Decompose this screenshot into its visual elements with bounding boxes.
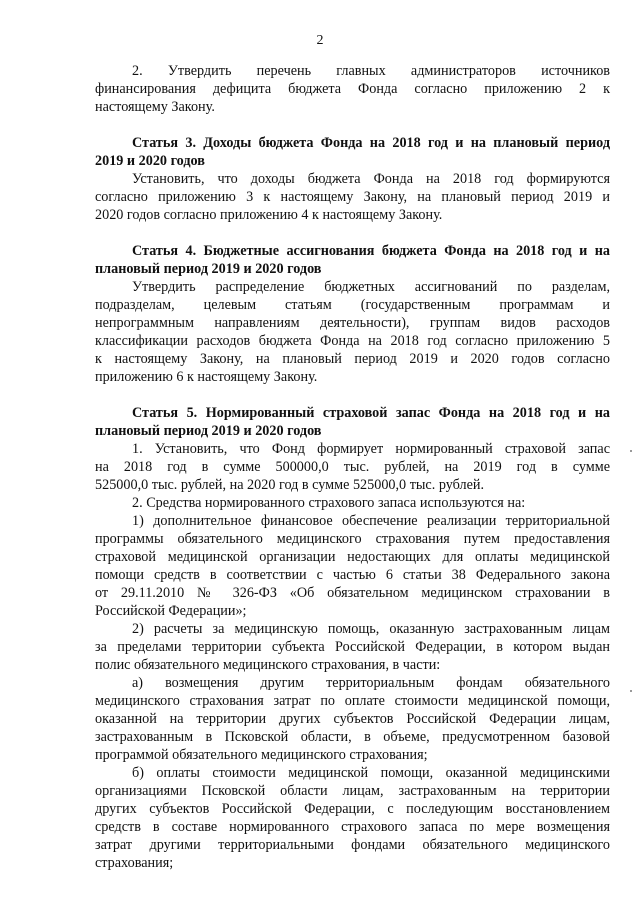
paragraph-line: 1. Установить, что Фонд формирует нормированный страховой запас bbox=[132, 441, 610, 457]
paragraph-line: программы обязательного медицинского страхования путем предоставления bbox=[95, 531, 610, 547]
paragraph-line: 525000,0 тыс. рублей, на 2020 год в сумме 525000,0 тыс. рублей. bbox=[95, 477, 485, 493]
paragraph-line: приложению 6 к настоящему Закону. bbox=[95, 369, 318, 385]
article-heading-line: Статья 3. Доходы бюджета Фонда на 2018 год и на плановый период bbox=[132, 135, 610, 151]
paragraph-line: 2020 годов согласно приложению 4 к настоящему Закону. bbox=[95, 207, 443, 223]
scan-edge-mark bbox=[630, 690, 632, 692]
page-number: 2 bbox=[316, 33, 324, 48]
paragraph-line: согласно приложению 3 к настоящему Закону, на плановый период 2019 и bbox=[95, 189, 610, 205]
paragraph-line: 2. Утвердить перечень главных администраторов источников bbox=[132, 63, 610, 79]
article-heading-line: 2019 и 2020 годов bbox=[95, 153, 205, 169]
paragraph-line: застрахованным в Псковской области, в объеме, предусмотренном базовой bbox=[95, 729, 610, 745]
paragraph-line: других субъектов Российской Федерации, с последующим восстановлением bbox=[95, 801, 610, 817]
paragraph-line: средств в составе нормированного страхового запаса по мере возмещения bbox=[95, 819, 610, 835]
paragraph-line: за пределами территории субъекта Российской Федерации, в котором выдан bbox=[95, 639, 610, 655]
paragraph-line: программой обязательного медицинского страхования; bbox=[95, 747, 428, 763]
paragraph-line: медицинского страхования затрат по оплате стоимости медицинской помощи, bbox=[95, 693, 610, 709]
paragraph-line: непрограммным направлениям деятельности), группам видов расходов bbox=[95, 315, 610, 331]
paragraph-line: Российской Федерации»; bbox=[95, 603, 247, 619]
article-heading-line: Статья 5. Нормированный страховой запас Фонда на 2018 год и на bbox=[132, 405, 610, 421]
paragraph-line: организациями Псковской области лицам, застрахованным на территории bbox=[95, 783, 610, 799]
paragraph-line: настоящему Закону. bbox=[95, 99, 215, 115]
paragraph-line: страхования; bbox=[95, 855, 174, 871]
paragraph-line: б) оплаты стоимости медицинской помощи, оказанной медицинскими bbox=[132, 765, 610, 781]
paragraph-line: Установить, что доходы бюджета Фонда на 2018 год формируются bbox=[132, 171, 610, 187]
paragraph-line: 2. Средства нормированного страхового запаса используются на: bbox=[132, 495, 526, 511]
paragraph-line: финансирования дефицита бюджета Фонда согласно приложению 2 к bbox=[95, 81, 610, 97]
paragraph-line: Утвердить распределение бюджетных ассигнований по разделам, bbox=[132, 279, 610, 295]
paragraph-line: на 2018 год в сумме 500000,0 тыс. рублей, на 2019 год в сумме bbox=[95, 459, 610, 475]
paragraph-line: оказанной на территории других субъектов Российской Федерации лицам, bbox=[95, 711, 610, 727]
paragraph-line: страховой медицинской организации недостающих для оплаты медицинской bbox=[95, 549, 610, 565]
paragraph-line: полис обязательного медицинского страхования, в части: bbox=[95, 657, 441, 673]
paragraph-line: 2) расчеты за медицинскую помощь, оказанную застрахованным лицам bbox=[132, 621, 610, 637]
paragraph-line: а) возмещения другим территориальным фондам обязательного bbox=[132, 675, 610, 691]
article-heading-line: Статья 4. Бюджетные ассигнования бюджета Фонда на 2018 год и на bbox=[132, 243, 610, 259]
article-heading-line: плановый период 2019 и 2020 годов bbox=[95, 423, 322, 439]
paragraph-line: помощи средств в соответствии с частью 6 статьи 38 Федерального закона bbox=[95, 567, 610, 583]
article-heading-line: плановый период 2019 и 2020 годов bbox=[95, 261, 322, 277]
scan-edge-mark bbox=[630, 450, 632, 452]
paragraph-line: 1) дополнительное финансовое обеспечение реализации территориальной bbox=[132, 513, 610, 529]
paragraph-line: подразделам, целевым статьям (государственным программам и bbox=[95, 297, 610, 313]
paragraph-line: к настоящему Закону, на плановый период 2019 и 2020 годов согласно bbox=[95, 351, 610, 367]
paragraph-line: от 29.11.2010 № 326-ФЗ «Об обязательном медицинском страховании в bbox=[95, 585, 610, 601]
paragraph-line: затрат другими территориальными фондами обязательного медицинского bbox=[95, 837, 610, 853]
paragraph-line: классификации расходов бюджета Фонда на 2018 год согласно приложению 5 bbox=[95, 333, 610, 349]
